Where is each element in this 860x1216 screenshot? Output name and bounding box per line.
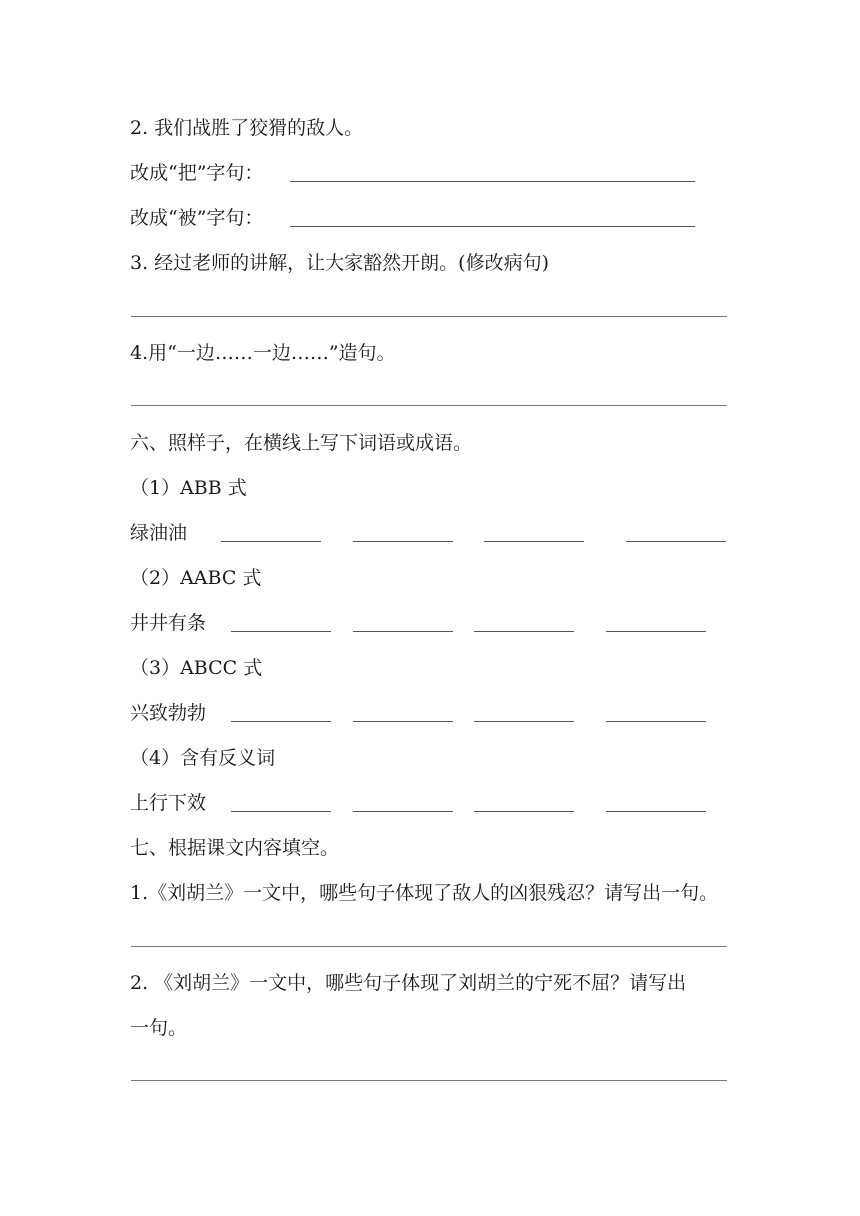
bei-sentence-label: 改成“被”字句：: [130, 207, 264, 229]
group-2-blank-4[interactable]: [606, 631, 706, 632]
group-4-label: （4）含有反义词: [130, 747, 276, 769]
question-5-4: 4.用“一边……一边……”造句。: [130, 342, 396, 364]
question-5-2: 2. 我们战胜了狡猾的敌人。: [130, 117, 364, 139]
question-7-2-answer-line[interactable]: [131, 1080, 727, 1081]
group-3-example: 兴致勃勃: [130, 702, 207, 724]
ba-sentence-answer-line[interactable]: [290, 181, 695, 182]
group-3-blank-3[interactable]: [474, 721, 574, 722]
group-1-blank-1[interactable]: [221, 541, 321, 542]
ba-sentence-label: 改成“把”字句：: [130, 162, 264, 184]
group-2-label: （2）AABC 式: [130, 567, 262, 589]
group-1-label: （1）ABB 式: [130, 477, 247, 499]
group-3-label: （3）ABCC 式: [130, 657, 263, 679]
group-3-blank-2[interactable]: [353, 721, 453, 722]
section-6-title: 六、照样子，在横线上写下词语或成语。: [130, 432, 473, 454]
question-7-2-line-1: 2. 《刘胡兰》一文中，哪些句子体现了刘胡兰的宁死不屈？请写出: [130, 972, 687, 994]
question-7-1-answer-line[interactable]: [131, 946, 727, 947]
group-2-blank-2[interactable]: [353, 631, 453, 632]
group-3-blank-1[interactable]: [231, 721, 331, 722]
group-3-blank-4[interactable]: [606, 721, 706, 722]
sentence-making-answer-line[interactable]: [131, 405, 727, 406]
correction-answer-line[interactable]: [131, 316, 727, 317]
group-4-example: 上行下效: [130, 792, 207, 814]
group-2-blank-1[interactable]: [231, 631, 331, 632]
group-1-blank-4[interactable]: [626, 541, 726, 542]
group-1-example: 绿油油: [130, 522, 188, 544]
bei-sentence-answer-line[interactable]: [290, 226, 695, 227]
question-5-3: 3. 经过老师的讲解，让大家豁然开朗。(修改病句): [130, 252, 549, 274]
group-2-blank-3[interactable]: [474, 631, 574, 632]
group-4-blank-4[interactable]: [606, 811, 706, 812]
group-1-blank-3[interactable]: [484, 541, 584, 542]
question-7-1: 1.《刘胡兰》一文中，哪些句子体现了敌人的凶狠残忍？请写出一句。: [130, 882, 719, 904]
group-2-example: 井井有条: [130, 612, 207, 634]
group-4-blank-3[interactable]: [474, 811, 574, 812]
group-1-blank-2[interactable]: [353, 541, 453, 542]
group-4-blank-2[interactable]: [353, 811, 453, 812]
section-7-title: 七、根据课文内容填空。: [130, 837, 340, 859]
question-7-2-line-2: 一句。: [130, 1017, 188, 1039]
group-4-blank-1[interactable]: [231, 811, 331, 812]
